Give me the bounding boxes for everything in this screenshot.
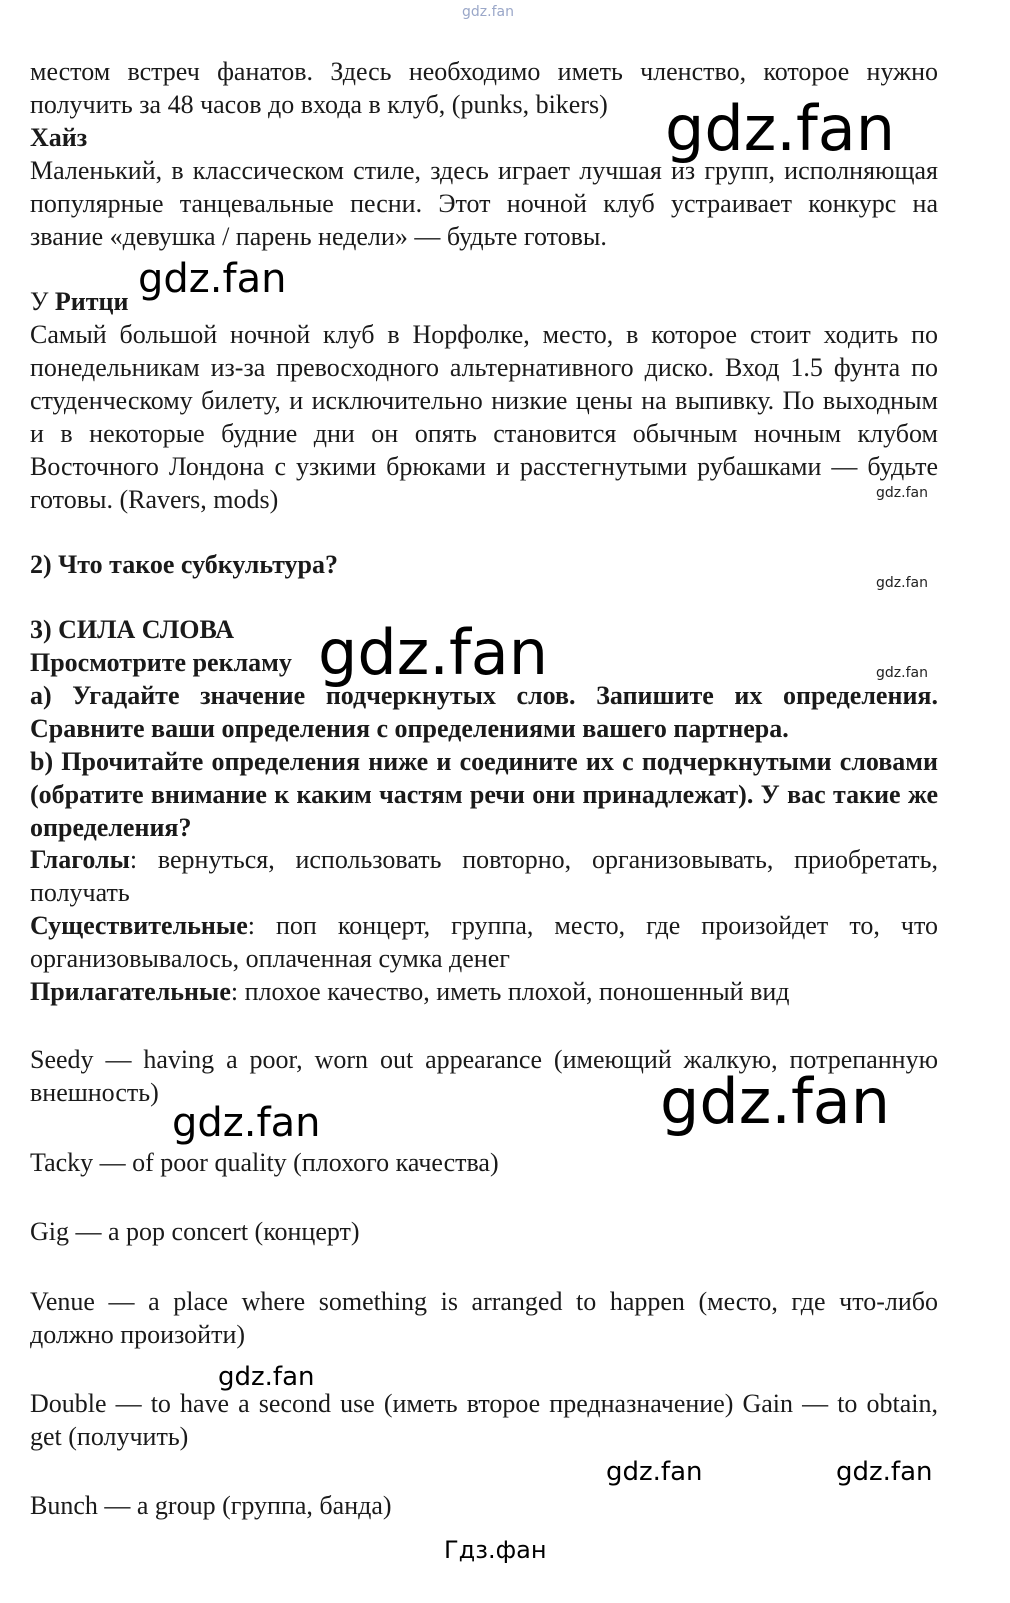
watermark-small-4: gdz.fan	[218, 1362, 315, 1392]
watermark-small-1: gdz.fan	[876, 485, 928, 501]
watermark-top: gdz.fan	[462, 4, 514, 20]
clubs-paragraph-2: Маленький, в классическом стиле, здесь играет лучшая из групп, исполняющая популярные танцевальные песни. Этот ночной клуб устраивает конкурс на звание «девушка / парень недели» — будьте готовы.	[30, 156, 938, 251]
clubs-paragraph-1: местом встреч фанатов. Здесь необходимо иметь членство, которое нужно получить за 48 часов до входа в клуб, (punks, bikers)	[30, 57, 938, 119]
club-heading-ritzy-prefix: У	[30, 287, 55, 316]
section-3-subtitle: Просмотрите рекламу	[30, 648, 292, 677]
watermark-big-3: gdz.fan	[660, 1065, 891, 1138]
definition-seedy: Seedy — having a poor, worn out appearance (имеющий жалкую, потрепанную внешность)	[30, 1045, 938, 1107]
question-2: 2) Что такое субкультура?	[30, 550, 338, 579]
watermark-mid-1: gdz.fan	[138, 256, 287, 302]
watermark-footer: Гдз.фан	[444, 1536, 547, 1564]
nouns-line	[30, 909, 938, 975]
verbs-line	[30, 843, 938, 909]
nouns-label: Существительные	[30, 911, 248, 940]
verbs-text: : вернуться, использовать повторно, организовывать, приобретать, получать	[30, 845, 938, 907]
clubs-paragraph-3: Самый большой ночной клуб в Норфолке, место, в которое стоит ходить по понедельникам из-за превосходного альтернативного диско. Вход 1.5 фунта по студенческому билету, и исключительно низкие цены на выпивку. По выходным и в некоторые будние дни он опять становится обычным ночным клубом Восточного Лондона с узкими брюками и расстегнутыми рубашками — будьте готовы. (Ravers, mods)	[30, 320, 938, 514]
club-heading-hayz: Хайз	[30, 123, 88, 152]
watermark-small-2: gdz.fan	[876, 575, 928, 591]
verbs-label: Глаголы	[30, 845, 130, 874]
watermark-mid-2: gdz.fan	[172, 1100, 321, 1146]
task-a: а) Угадайте значение подчеркнутых слов. Запишите их определения. Сравните ваши определения с определениями вашего партнера.	[30, 681, 938, 743]
nouns-text: : поп концерт, группа, место, где произойдет то, что организовывалось, оплаченная сумка денег	[30, 911, 938, 973]
definition-bunch: Bunch — a group (группа, банда)	[30, 1491, 392, 1520]
definition-tacky: Tacky — of poor quality (плохого качества)	[30, 1148, 499, 1177]
watermark-big-1: gdz.fan	[665, 92, 896, 165]
definition-double-gain: Double — to have a second use (иметь второе предназначение) Gain — to obtain, get (получить)	[30, 1389, 938, 1451]
definition-gig: Gig — a pop concert (концерт)	[30, 1217, 360, 1246]
section-3-title: 3) СИЛА СЛОВА	[30, 615, 235, 644]
club-heading-ritzy-name: Ритци	[54, 287, 129, 316]
watermark-small-5: gdz.fan	[606, 1457, 703, 1487]
watermark-small-6: gdz.fan	[836, 1457, 933, 1487]
adjectives-label: Прилагательные	[30, 977, 231, 1006]
definition-venue: Venue — a place where something is arranged to happen (место, где что-либо должно произойти)	[30, 1287, 938, 1349]
adjectives-text: : плохое качество, иметь плохой, поношенный вид	[230, 977, 790, 1006]
adjectives-line	[30, 975, 938, 1008]
watermark-big-2: gdz.fan	[318, 616, 549, 689]
watermark-small-3: gdz.fan	[876, 665, 928, 681]
task-b: b) Прочитайте определения ниже и соедините их с подчеркнутыми словами (обратите внимание к каким частям речи они принадлежат). У вас такие же определения?	[30, 747, 938, 842]
